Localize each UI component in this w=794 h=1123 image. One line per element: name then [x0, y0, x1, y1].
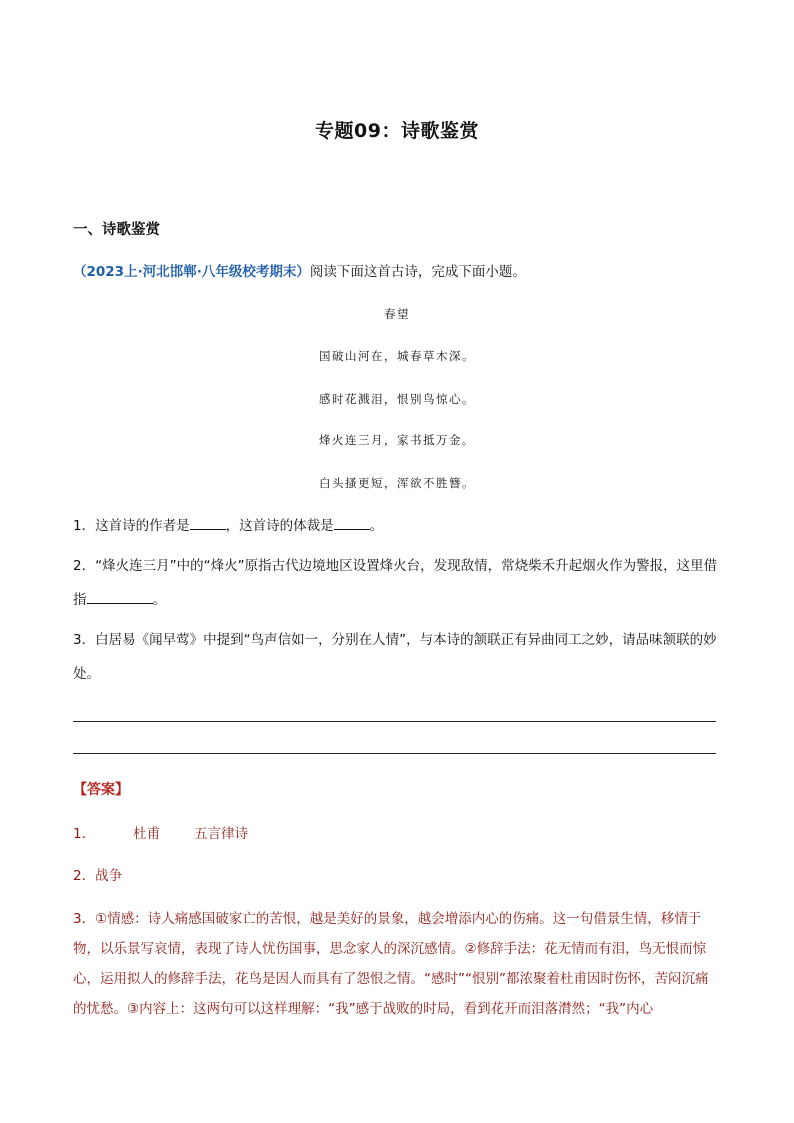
question-1-text: 1．这首诗的作者是	[73, 518, 190, 534]
instruction-text: 阅读下面这首古诗，完成下面小题。	[309, 264, 526, 280]
question-1-text: ，这首诗的体裁是	[225, 518, 334, 534]
answer-author: 杜甫	[133, 826, 161, 842]
page-title: 专题09：诗歌鉴赏	[315, 120, 479, 142]
poem-line: 烽火连三月，家书抵万金。	[319, 433, 475, 447]
answer-1	[73, 822, 248, 842]
answer-heading: 【答案】	[73, 782, 129, 798]
poem-line: 国破山河在，城春草木深。	[319, 349, 475, 363]
answer-form: 五言律诗	[194, 826, 249, 842]
answer-3: 3．①情感：诗人痛感国破家亡的苦恨，越是美好的景象，越会增添内心的伤痛。这一句借景生情，移情于物，以乐景写哀情，表现了诗人忧伤国事，思念家人的深沉感情。②修辞手法：花无情而有泪，鸟无恨而惊心，运用拟人的修辞手法，花鸟是因人而具有了怨恨之情。“感时”“恨别”都浓聚着杜甫因时伤怀，苦闷沉痛的忧愁。③内容上：这两句可以这样理解：“我”感于战败的时局，看到花开而泪落潸然；“我”内心	[73, 911, 709, 1017]
question-1-text: 。	[369, 518, 384, 534]
poem-title: 春望	[384, 307, 410, 321]
answer-blank[interactable]	[87, 589, 153, 604]
poem-line: 白头搔更短，浑欲不胜簪。	[319, 476, 475, 490]
question-2-text: 。	[152, 592, 166, 608]
question-intro	[73, 260, 526, 280]
answer-writing-line[interactable]	[73, 753, 716, 754]
section-heading: 一、诗歌鉴赏	[73, 222, 160, 238]
poem-line: 感时花溅泪，恨别鸟惊心。	[319, 392, 475, 406]
answer-2: 2．战争	[73, 868, 123, 884]
answer-number: 1．	[73, 826, 96, 842]
answer-writing-line[interactable]	[73, 721, 716, 722]
question-3: 3．白居易《闻早莺》中提到“鸟声信如一，分别在人情”，与本诗的颔联正有异曲同工之妙，请品味颔联的妙处。	[73, 632, 717, 682]
question-2	[73, 549, 721, 617]
question-2-text: 2．“烽火连三月”中的“烽火”原指古代边境地区设置烽火台，发现敌情，常烧柴禾升起烟火作为警报，这里借指	[73, 558, 718, 608]
question-1	[73, 509, 721, 543]
answer-blank[interactable]	[334, 515, 370, 530]
source-tag: （2023上·河北邯郸·八年级校考期末）	[73, 264, 310, 280]
answer-blank[interactable]	[190, 515, 226, 530]
